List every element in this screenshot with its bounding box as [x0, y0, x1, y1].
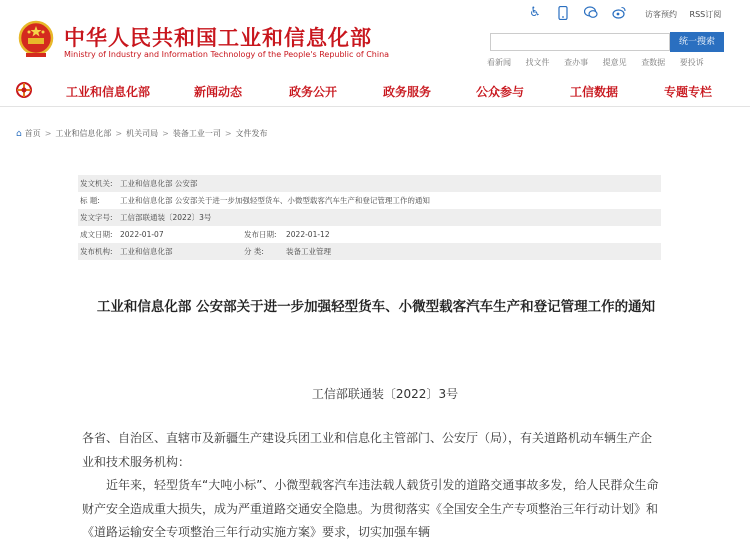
title-value: 工业和信息化部 公安部关于进一步加强轻型货车、小微型载客汽车生产和登记管理工作的通知 — [120, 196, 430, 205]
breadcrumb-separator: > — [44, 129, 52, 138]
rss-link[interactable]: RSS订阅 — [689, 10, 722, 19]
breadcrumb-separator: > — [115, 129, 123, 138]
quick-link-files[interactable]: 找文件 — [525, 58, 550, 67]
issuer-value: 工业和信息化部 公安部 — [120, 179, 198, 188]
org-label: 发布机构: — [80, 247, 113, 256]
info-row-issuer — [78, 175, 661, 192]
nav-item-open-government[interactable]: 政务公开 — [289, 85, 338, 99]
info-row-title — [78, 192, 661, 209]
published-date-label: 发布日期: — [244, 230, 277, 239]
quick-link-complaint[interactable]: 要投诉 — [679, 58, 704, 67]
main-nav — [0, 77, 750, 107]
breadcrumb-equipment-dept[interactable]: 装备工业一司 — [172, 129, 221, 138]
breadcrumb-document-release[interactable]: 文件发布 — [235, 129, 268, 138]
quick-link-feedback[interactable]: 提意见 — [602, 58, 627, 67]
top-icon-bar — [528, 6, 626, 20]
info-row-doc-number — [78, 209, 661, 226]
breadcrumb-departments[interactable]: 机关司局 — [126, 129, 159, 138]
mobile-icon[interactable] — [556, 6, 570, 20]
quick-links — [487, 57, 716, 68]
site-title[interactable]: 中华人民共和国工业和信息化部 — [64, 26, 372, 50]
nav-item-services[interactable]: 政务服务 — [383, 85, 432, 99]
breadcrumb-separator: > — [224, 129, 232, 138]
breadcrumb — [16, 128, 268, 139]
breadcrumb-separator: > — [162, 129, 169, 138]
document-info-table — [78, 175, 661, 260]
nav-item-news[interactable]: 新闻动态 — [194, 85, 243, 99]
breadcrumb-home[interactable]: 首页 — [24, 129, 41, 138]
article-body — [82, 427, 660, 540]
top-links — [645, 9, 731, 20]
doc-number-value: 工信部联通装〔2022〕3号 — [120, 213, 212, 222]
quick-link-services[interactable]: 查办事 — [564, 58, 589, 67]
wechat-icon[interactable] — [584, 6, 598, 20]
quick-link-news[interactable]: 看新闻 — [487, 58, 511, 67]
accessibility-icon[interactable]: ♿ — [529, 5, 541, 20]
site-header — [0, 0, 750, 75]
article-doc-number: 工信部联通装〔2022〕3号 — [311, 387, 459, 401]
article-title: 工业和信息化部 公安部关于进一步加强轻型货车、小微型载客汽车生产和登记管理工作的通知 — [96, 299, 656, 315]
site-title-english: Ministry of Industry and Information Technology of the People's Republic of China — [64, 50, 390, 59]
nav-item-participation[interactable]: 公众参与 — [476, 85, 525, 99]
search-button[interactable]: 统一搜索 — [670, 32, 724, 52]
info-row-dates — [78, 226, 661, 243]
visitor-appointment-link[interactable]: 访客预约 — [645, 10, 677, 19]
search-input[interactable] — [490, 33, 670, 51]
written-date-value: 2022-01-07 — [120, 230, 164, 239]
nav-item-miit[interactable]: 工业和信息化部 — [66, 85, 151, 99]
written-date-label: 成文日期: — [80, 230, 113, 239]
doc-number-label: 发文字号: — [80, 213, 113, 222]
nav-item-data[interactable]: 工信数据 — [570, 85, 619, 99]
home-icon[interactable]: ⌂ — [16, 128, 22, 139]
nav-logo-icon[interactable] — [14, 82, 34, 98]
title-label: 标 题: — [80, 196, 100, 205]
article-paragraph: 近年来，轻型货车“大吨小标”、小微型载客汽车违法载人载货引发的道路交通事故多发，给人民群众生命财产安全造成重大损失，成为严重道路交通安全隐患。为贯彻落实《全国安全生产专项整治三年行动计划》和《道路运输安全专项整治三年行动实施方案》要求，切实加强车辆 — [82, 478, 659, 539]
org-value: 工业和信息化部 — [120, 247, 173, 256]
article-salutation: 各省、自治区、直辖市及新疆生产建设兵团工业和信息化主管部门、公安厅（局），有关道路机动车辆生产企业和技术服务机构： — [82, 431, 653, 469]
info-row-org — [78, 243, 661, 260]
national-emblem-icon[interactable] — [18, 20, 54, 60]
breadcrumb-miit[interactable]: 工业和信息化部 — [55, 129, 112, 138]
quick-link-data[interactable]: 查数据 — [641, 58, 666, 67]
nav-item-topics[interactable]: 专题专栏 — [664, 85, 713, 99]
issuer-label: 发文机关: — [80, 179, 113, 188]
category-value: 装备工业管理 — [286, 247, 331, 256]
published-date-value: 2022-01-12 — [286, 230, 330, 239]
weibo-icon[interactable] — [612, 6, 626, 20]
category-label: 分 类: — [244, 247, 264, 256]
